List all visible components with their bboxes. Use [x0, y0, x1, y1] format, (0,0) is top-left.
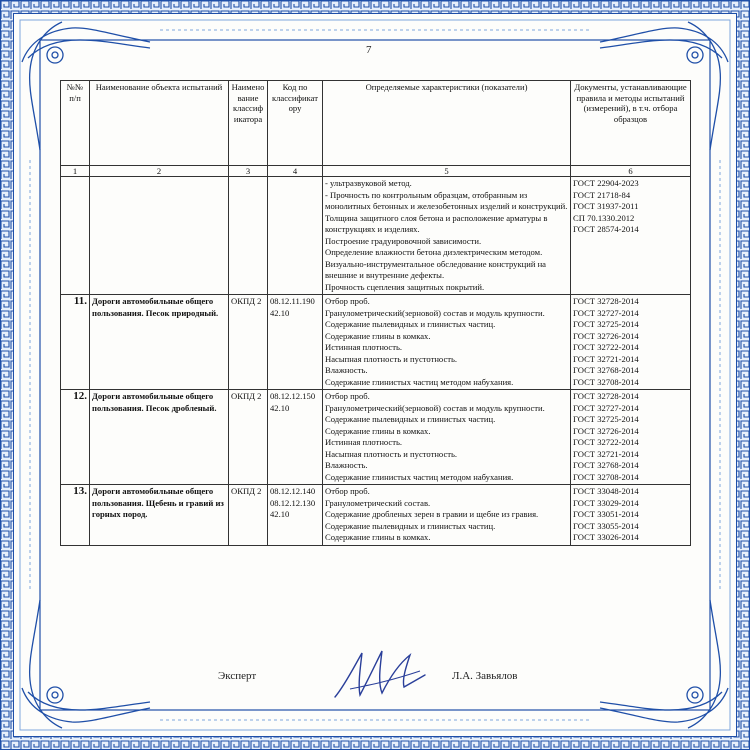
document-item: ГОСТ 31937-2011	[573, 201, 639, 211]
code-item: 42.10	[270, 307, 290, 318]
header-number: №№ п/п	[61, 81, 90, 166]
accreditation-scope-table	[60, 80, 691, 546]
code-item: 42.10	[270, 509, 290, 519]
characteristics-cell	[323, 177, 571, 295]
document-item: ГОСТ 32768-2014	[573, 365, 639, 375]
column-number: 6	[571, 166, 691, 177]
header-characteristics: Определяемые характеристики (показатели)	[323, 81, 571, 166]
characteristic-item: Отбор проб.	[325, 486, 370, 496]
table-row	[61, 295, 691, 390]
document-item: ГОСТ 32721-2014	[573, 448, 639, 459]
documents-cell	[571, 390, 691, 485]
document-item: ГОСТ 32722-2014	[573, 437, 639, 447]
characteristic-item: Толщина защитного слоя бетона и расположение арматуры в конструкциях и изделиях.	[325, 212, 548, 234]
characteristic-item: Гранулометрический(зерновой) состав и модуль крупности.	[325, 307, 545, 318]
object-name: Дороги автомобильные общего пользования. Щебень и гравий из горных пород.	[90, 485, 229, 546]
page-number: 7	[366, 44, 372, 56]
expert-role: Эксперт	[218, 670, 257, 682]
expert-name: Л.А. Завьялов	[452, 670, 518, 682]
classifier-name: ОКПД 2	[229, 485, 268, 546]
characteristic-item: Отбор проб.	[325, 296, 370, 306]
characteristic-item: Определение влажности бетона диэлектрическим методом.	[325, 247, 543, 257]
corner-ornament-bottom-left	[22, 600, 150, 728]
column-number: 2	[90, 166, 229, 177]
characteristic-item: Влажность.	[325, 365, 368, 375]
characteristic-item: Гранулометрический состав.	[325, 497, 431, 508]
characteristic-item: Прочность сцепления защитных покрытий.	[325, 281, 485, 292]
characteristic-item: Истинная плотность.	[325, 342, 403, 352]
document-item: ГОСТ 28574-2014	[573, 224, 639, 234]
characteristic-item: Содержание пылевидных и глинистых частиц.	[325, 319, 496, 329]
document-item: ГОСТ 32722-2014	[573, 342, 639, 352]
code-item: 08.12.11.190	[270, 296, 315, 306]
column-number-row	[61, 166, 691, 177]
table-header-row	[61, 81, 691, 166]
document-item: ГОСТ 32726-2014	[573, 330, 639, 341]
document-item: ГОСТ 33026-2014	[573, 532, 639, 542]
characteristics-cell	[323, 390, 571, 485]
column-number: 4	[268, 166, 323, 177]
characteristic-item: Содержание глины в комках.	[325, 425, 431, 436]
column-number: 1	[61, 166, 90, 177]
documents-cell	[571, 485, 691, 546]
object-name: Дороги автомобильные общего пользования. Песок природный.	[90, 295, 229, 390]
document-item: ГОСТ 33051-2014	[573, 509, 639, 519]
characteristic-item: Содержание глинистых частиц методом набухания.	[325, 471, 514, 482]
document-item: ГОСТ 32725-2014	[573, 319, 639, 329]
classifier-name: ОКПД 2	[229, 390, 268, 485]
handwritten-signature	[330, 645, 430, 705]
characteristic-item: Насыпная плотность и пустотность.	[325, 448, 458, 459]
characteristics-cell	[323, 485, 571, 546]
code-item: 08.12.12.150	[270, 391, 316, 401]
document-item: ГОСТ 33055-2014	[573, 520, 639, 531]
classifier-codes	[268, 485, 323, 546]
column-number: 5	[323, 166, 571, 177]
classifier-codes	[268, 295, 323, 390]
characteristic-item: Истинная плотность.	[325, 437, 403, 447]
table-row	[61, 390, 691, 485]
document-item: ГОСТ 32727-2014	[573, 402, 639, 413]
classifier-name: ОКПД 2	[229, 295, 268, 390]
characteristics-cell	[323, 295, 571, 390]
document-item: ГОСТ 22904-2023	[573, 178, 639, 188]
row-number: 11.	[61, 295, 90, 390]
characteristic-item: Содержание глины в комках.	[325, 330, 431, 341]
table-row	[61, 177, 691, 295]
document-item: ГОСТ 32768-2014	[573, 460, 639, 470]
characteristic-item: Влажность.	[325, 460, 368, 470]
corner-ornament-bottom-right	[600, 600, 728, 728]
document-item: ГОСТ 32726-2014	[573, 425, 639, 436]
document-item: ГОСТ 21718-84	[573, 189, 631, 200]
document-item: СП 70.1330.2012	[573, 212, 635, 223]
document-item: ГОСТ 32728-2014	[573, 296, 639, 306]
characteristic-item: Гранулометрический(зерновой) состав и модуль крупности.	[325, 402, 545, 413]
documents-cell	[571, 177, 691, 295]
header-object: Наименование объекта испытаний	[90, 81, 229, 166]
characteristic-item: Визуально-инструментальное обследование конструкций на внешние и внутренние дефекты.	[325, 258, 546, 280]
document-item: ГОСТ 33048-2014	[573, 486, 639, 496]
characteristic-item: Содержание глины в комках.	[325, 532, 431, 542]
document-item: ГОСТ 32727-2014	[573, 307, 639, 318]
row-number: 13.	[61, 485, 90, 546]
header-code: Код по классификат ору	[268, 81, 323, 166]
row-number: 12.	[61, 390, 90, 485]
code-item: 08.12.12.140	[270, 486, 316, 496]
document-item: ГОСТ 32708-2014	[573, 376, 639, 387]
object-name: Дороги автомобильные общего пользования. Песок дробленый.	[90, 390, 229, 485]
table-row	[61, 485, 691, 546]
header-documents: Документы, устанавливающие правила и методы испытаний (измерений), в т.ч. отбора образцов	[571, 81, 691, 166]
characteristic-item: Содержание пылевидных и глинистых частиц.	[325, 414, 496, 424]
code-item: 42.10	[270, 402, 290, 413]
document-item: ГОСТ 32725-2014	[573, 414, 639, 424]
characteristic-item: Насыпная плотность и пустотность.	[325, 353, 458, 364]
document-item: ГОСТ 32721-2014	[573, 353, 639, 364]
header-classifier: Наимено вание классиф икатора	[229, 81, 268, 166]
characteristic-item: - Прочность по контрольным образцам, отобранным из монолитных бетонных и железобетонных изделий и конструкций.	[325, 189, 568, 211]
characteristic-item: Отбор проб.	[325, 391, 370, 401]
characteristic-item: Содержание дробленых зерен в гравии и щебне из гравия.	[325, 509, 539, 519]
characteristic-item: Содержание глинистых частиц методом набухания.	[325, 376, 514, 387]
classifier-codes	[268, 390, 323, 485]
documents-cell	[571, 295, 691, 390]
characteristic-item: - ультразвуковой метод.	[325, 178, 412, 188]
characteristic-item: Содержание пылевидных и глинистых частиц.	[325, 520, 496, 531]
characteristic-item: Построение градуировочной зависимости.	[325, 235, 482, 246]
column-number: 3	[229, 166, 268, 177]
code-item: 08.12.12.130	[270, 497, 316, 508]
document-item: ГОСТ 33029-2014	[573, 497, 639, 508]
document-item: ГОСТ 32708-2014	[573, 471, 639, 482]
document-item: ГОСТ 32728-2014	[573, 391, 639, 401]
